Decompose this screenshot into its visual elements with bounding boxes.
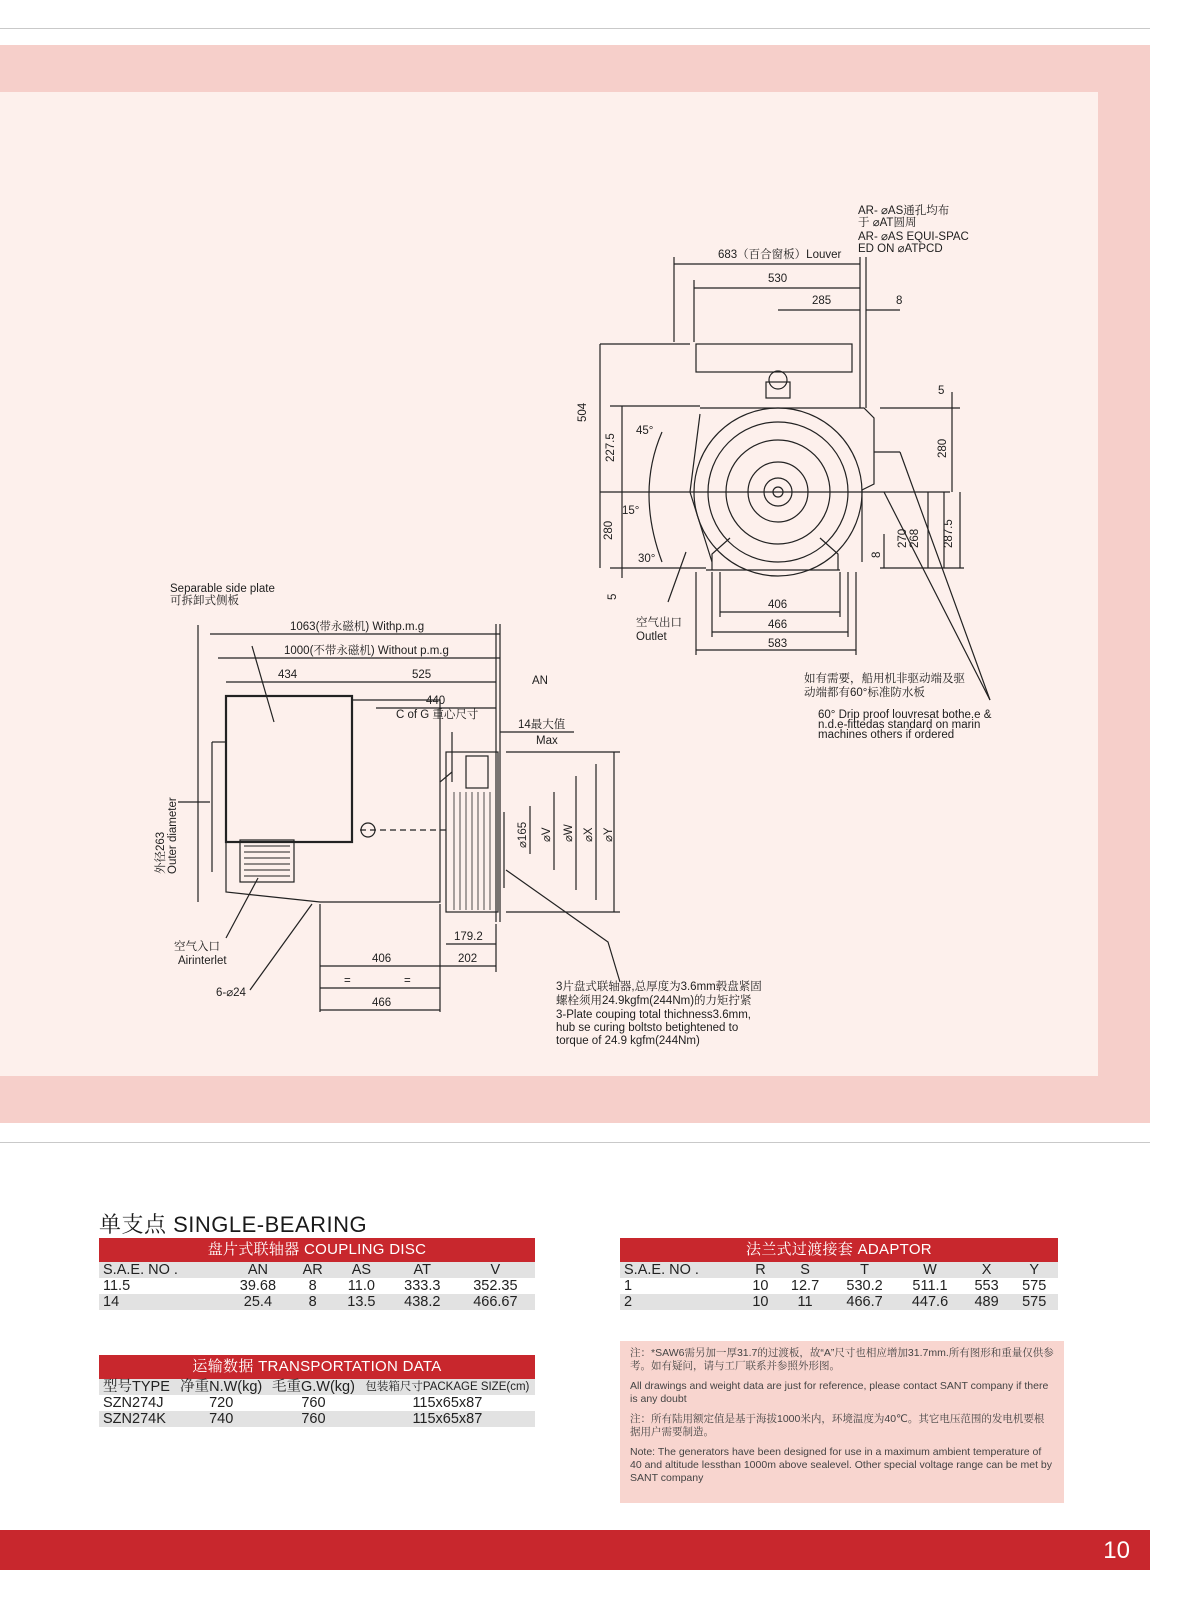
drip-note-en-3: machines others if ordered xyxy=(818,729,955,741)
col-header: S.A.E. NO . xyxy=(99,1262,224,1278)
dim-466-front: 466 xyxy=(768,619,788,631)
dim-434: 434 xyxy=(278,669,298,681)
notes-box xyxy=(620,1341,1064,1503)
dim-14-max-en: Max xyxy=(536,735,558,747)
table-cell: 115x65x87 xyxy=(360,1395,535,1411)
table-cell: 489 xyxy=(963,1294,1011,1310)
col-header: 净重N.W(kg) xyxy=(175,1379,267,1395)
table-cell: 466.67 xyxy=(456,1294,535,1310)
dim-504: 504 xyxy=(577,402,589,422)
table-row xyxy=(99,1395,535,1411)
table-cell: 11.5 xyxy=(99,1278,224,1294)
coupling-note-1: 3片盘式联轴器,总厚度为3.6mm毂盘紧固 xyxy=(556,981,762,993)
coupling-note-2: 螺栓须用24.9kgfm(244Nm)的力矩拧紧 xyxy=(556,995,752,1007)
dim-270: 270 xyxy=(897,528,909,548)
table-row xyxy=(620,1278,1058,1294)
note-en-1: All drawings and weight data are just for reference, please contact SANT company if there is any doubt xyxy=(630,1380,1049,1405)
outer-diameter-cn: 外径263 xyxy=(155,831,167,874)
top-rule xyxy=(0,28,1150,29)
table-cell: 447.6 xyxy=(897,1294,962,1310)
table-cell: 553 xyxy=(963,1278,1011,1294)
table-cell: 8 xyxy=(291,1278,334,1294)
col-header: AS xyxy=(334,1262,389,1278)
dim-14-max-cn: 14最大值 xyxy=(518,719,566,731)
drip-note-en-1: 60° Drip proof louvresat bothe.e & xyxy=(818,709,992,721)
dim-5-right: 5 xyxy=(938,385,945,397)
dim-w: ⌀W xyxy=(563,824,575,842)
table-cell: 14 xyxy=(99,1294,224,1310)
dim-466-side: 466 xyxy=(372,997,392,1009)
dim-y: ⌀Y xyxy=(603,827,615,842)
col-header: X xyxy=(963,1262,1011,1278)
dim-583: 583 xyxy=(768,638,788,650)
lifting-eye xyxy=(769,371,787,389)
col-header: AT xyxy=(389,1262,456,1278)
coupling-disc-table xyxy=(99,1238,535,1310)
air-inlet-cn: 空气入口 xyxy=(174,941,220,953)
drip-note-cn-2: 动端都有60°标准防水板 xyxy=(804,687,925,699)
dim-5-left: 5 xyxy=(607,593,619,600)
angle-15: 15° xyxy=(622,505,640,517)
dim-8: 8 xyxy=(896,295,903,307)
note-en-2: Note: The generators have been designed for use in a maximum ambient temperature of 40 and altitude lessthan 1000m above sealevel. Other special voltage range can be met by SANT company xyxy=(630,1446,1053,1484)
technical-drawing xyxy=(0,92,1098,1076)
table-cell: 115x65x87 xyxy=(360,1411,535,1427)
dim-406-side: 406 xyxy=(372,953,392,965)
dim-v: ⌀V xyxy=(541,827,553,842)
dim-406-front: 406 xyxy=(768,599,788,611)
adaptor-table xyxy=(620,1238,1058,1310)
table-cell: 466.7 xyxy=(832,1294,897,1310)
dim-440: 440 xyxy=(426,695,446,707)
outlet-en: Outlet xyxy=(636,631,667,643)
transport-table xyxy=(99,1355,535,1427)
outer-diameter-en: Outer diameter xyxy=(167,797,179,874)
outlet-cn: 空气出口 xyxy=(636,617,682,629)
table-cell: 12.7 xyxy=(778,1278,832,1294)
dim-202: 202 xyxy=(458,953,478,965)
col-header: S xyxy=(778,1262,832,1278)
table-cell: 10 xyxy=(743,1278,779,1294)
equal-mark-2: = xyxy=(404,975,411,987)
col-header: 包装箱尺寸PACKAGE SIZE(cm) xyxy=(360,1379,535,1395)
drip-note-en-2: n.d.e-fittedas standard on marin xyxy=(818,719,981,731)
page-number: 10 xyxy=(1103,1537,1130,1564)
section-title: 单支点 SINGLE-BEARING xyxy=(99,1212,368,1237)
table-cell: 511.1 xyxy=(897,1278,962,1294)
col-header: AN xyxy=(224,1262,291,1278)
drawing-panel xyxy=(0,45,1150,1123)
table-cell: 333.3 xyxy=(389,1278,456,1294)
table-cell: 10 xyxy=(743,1294,779,1310)
dim-280-right: 280 xyxy=(937,438,949,458)
table-cell: 11.0 xyxy=(334,1278,389,1294)
mounting-holes: 6-⌀24 xyxy=(216,987,246,999)
table-cell: 2 xyxy=(620,1294,743,1310)
dim-683: 683（百合窗板）Louver xyxy=(718,249,842,261)
table-row xyxy=(99,1411,535,1427)
adaptor-title: 法兰式过渡接套 ADAPTOR xyxy=(620,1238,1058,1262)
side-plate-en: Separable side plate xyxy=(170,583,275,595)
table-cell: 352.35 xyxy=(456,1278,535,1294)
side-plate-cn: 可拆卸式侧板 xyxy=(170,595,239,607)
col-header: AR xyxy=(291,1262,334,1278)
dim-165: ⌀165 xyxy=(517,821,529,848)
ar-note-cn-2: 于 ⌀AT圆周 xyxy=(858,217,917,229)
table-cell: 39.68 xyxy=(224,1278,291,1294)
separable-side-plate xyxy=(226,696,352,842)
table-row xyxy=(99,1278,535,1294)
dim-1063: 1063(带永磁机) Withp.m.g xyxy=(290,621,425,633)
footer-bar xyxy=(0,1530,1150,1570)
col-header: V xyxy=(456,1262,535,1278)
table-cell: 575 xyxy=(1010,1294,1058,1310)
table-row xyxy=(99,1294,535,1310)
table-cell: 530.2 xyxy=(832,1278,897,1294)
table-cell: 1 xyxy=(620,1278,743,1294)
louver-box xyxy=(696,344,852,372)
table-cell: 438.2 xyxy=(389,1294,456,1310)
col-header: 型号TYPE xyxy=(99,1379,175,1395)
label-an: AN xyxy=(532,675,548,687)
dim-268: 268 xyxy=(909,528,921,548)
coupling-note-3: 3-Plate couping total thichness3.6mm, xyxy=(556,1009,751,1021)
coupling-note-5: torque of 24.9 kgfm(244Nm) xyxy=(556,1035,700,1047)
air-inlet-en: Airinterlet xyxy=(178,955,227,967)
table-cell: 760 xyxy=(267,1395,360,1411)
table-cell: SZN274J xyxy=(99,1395,175,1411)
equal-mark-1: = xyxy=(344,975,351,987)
dim-x: ⌀X xyxy=(583,827,595,842)
note-cn-1: 注：*SAW6需另加一厚31.7的过渡板，故“A”尺寸也相应增加31.7mm.所有图形和重量仅供参考。如有疑问，请与工厂联系并参照外形图。 xyxy=(630,1347,1054,1372)
table-cell: 13.5 xyxy=(334,1294,389,1310)
col-header: S.A.E. NO . xyxy=(620,1262,743,1278)
transport-title: 运输数据 TRANSPORTATION DATA xyxy=(99,1355,535,1379)
table-cell: 25.4 xyxy=(224,1294,291,1310)
table-cell: 740 xyxy=(175,1411,267,1427)
cog-label: C of G 重心尺寸 xyxy=(396,709,479,721)
dim-227: 227.5 xyxy=(605,433,617,462)
dim-287: 287.5 xyxy=(943,519,955,548)
dim-280-left: 280 xyxy=(603,520,615,540)
section-rule xyxy=(0,1142,1150,1143)
dim-179: 179.2 xyxy=(454,931,483,943)
col-header: 毛重G.W(kg) xyxy=(267,1379,360,1395)
angle-30: 30° xyxy=(638,553,656,565)
table-cell: 8 xyxy=(291,1294,334,1310)
dim-530: 530 xyxy=(768,273,788,285)
drawing-area xyxy=(0,92,1098,1076)
coupling-disc-title: 盘片式联轴器 COUPLING DISC xyxy=(99,1238,535,1262)
drip-note-cn-1: 如有需要，船用机非驱动端及驱 xyxy=(804,673,965,685)
table-row xyxy=(620,1294,1058,1310)
table-cell: 760 xyxy=(267,1411,360,1427)
angle-45: 45° xyxy=(636,425,654,437)
ar-note-en-2: ED ON ⌀ATPCD xyxy=(858,243,943,255)
coupling-note-4: hub se curing boltsto betightened to xyxy=(556,1022,739,1034)
col-header: T xyxy=(832,1262,897,1278)
table-cell: SZN274K xyxy=(99,1411,175,1427)
table-cell: 11 xyxy=(778,1294,832,1310)
table-cell: 720 xyxy=(175,1395,267,1411)
col-header: W xyxy=(897,1262,962,1278)
table-cell: 575 xyxy=(1010,1278,1058,1294)
dim-8-front: 8 xyxy=(871,551,883,558)
ar-note-en-1: AR- ⌀AS EQUI-SPAC xyxy=(858,231,969,243)
ar-note-cn-1: AR- ⌀AS通孔均布 xyxy=(858,205,950,217)
note-cn-2: 注：所有陆用额定值是基于海拔1000米内，环境温度为40℃。其它电压范围的发电机要根据用户需要制造。 xyxy=(630,1413,1045,1438)
dim-525: 525 xyxy=(412,669,432,681)
dim-1000: 1000(不带永磁机) Without p.m.g xyxy=(284,645,449,657)
col-header: R xyxy=(743,1262,779,1278)
dim-285: 285 xyxy=(812,295,832,307)
col-header: Y xyxy=(1010,1262,1058,1278)
